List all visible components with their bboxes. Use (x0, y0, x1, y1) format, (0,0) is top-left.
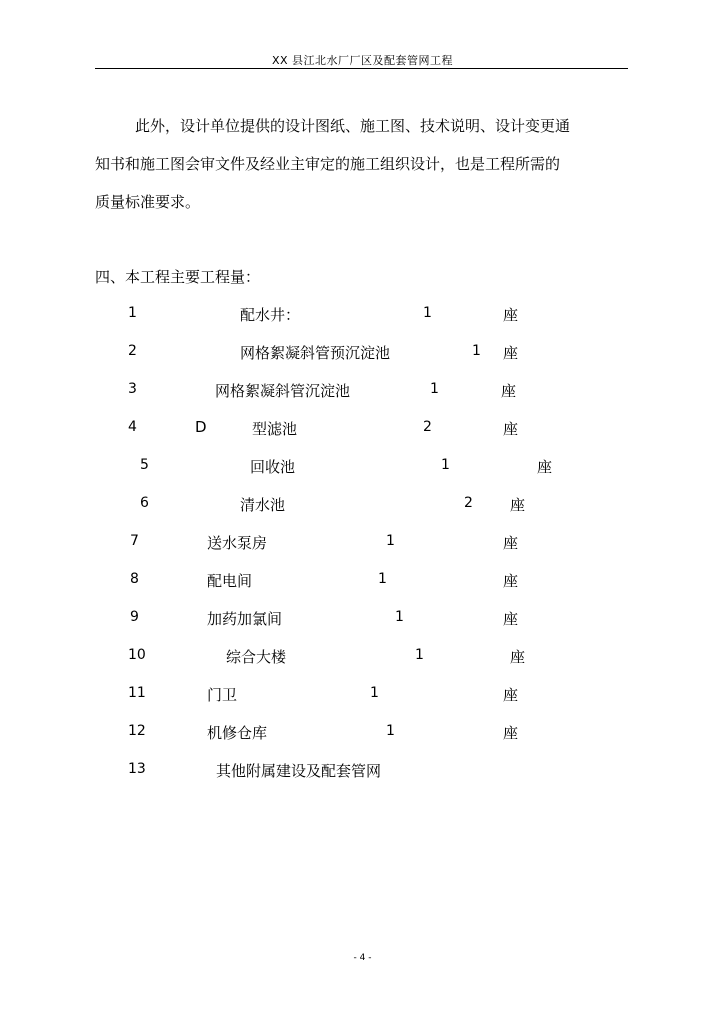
item-qty: 1 (386, 723, 395, 739)
item-unit: 座 (510, 496, 526, 514)
item-index: 6 (140, 495, 149, 511)
item-name: 门卫 (207, 686, 238, 704)
item-qty: 2 (464, 495, 473, 511)
item-qty: 1 (415, 647, 424, 663)
item-unit: 座 (503, 420, 519, 438)
item-name: 清水池 (240, 496, 286, 514)
item-unit: 座 (503, 534, 519, 552)
item-name: 网格絮凝斜管预沉淀池 (240, 344, 391, 362)
item-qty: 1 (370, 685, 379, 701)
item-qty: 2 (423, 419, 432, 435)
section-heading: 四、本工程主要工程量： (95, 268, 261, 286)
paragraph-line-1: 此外，设计单位提供的设计图纸、施工图、技术说明、设计变更通 (135, 117, 571, 135)
item-index: 4 (128, 419, 137, 435)
item-prefix: D (195, 418, 207, 436)
item-unit: 座 (503, 686, 519, 704)
item-unit: 座 (503, 572, 519, 590)
item-qty: 1 (472, 343, 481, 359)
item-index: 2 (128, 343, 137, 359)
paragraph-line-2: 知书和施工图会审文件及经业主审定的施工组织设计，也是工程所需的 (95, 155, 561, 173)
item-index: 10 (128, 647, 146, 663)
item-qty: 1 (423, 305, 432, 321)
item-index: 5 (140, 457, 149, 473)
item-name: 配电间 (207, 572, 253, 590)
item-unit: 座 (503, 610, 519, 628)
page-header: XX 县江北水厂厂区及配套管网工程 (271, 54, 454, 67)
item-name: 网格絮凝斜管沉淀池 (215, 382, 351, 400)
item-name: 型滤池 (252, 420, 298, 438)
item-index: 3 (128, 381, 137, 397)
item-name: 送水泵房 (207, 534, 268, 552)
item-qty: 1 (430, 381, 439, 397)
item-index: 7 (130, 533, 139, 549)
item-unit: 座 (503, 724, 519, 742)
item-qty: 1 (378, 571, 387, 587)
paragraph-line-3: 质量标准要求。 (95, 193, 201, 211)
item-qty: 1 (441, 457, 450, 473)
item-index: 12 (128, 723, 146, 739)
item-name: 回收池 (250, 458, 296, 476)
item-qty: 1 (386, 533, 395, 549)
item-index: 1 (128, 305, 137, 321)
item-unit: 座 (503, 344, 519, 362)
page-number: - 4 - (353, 953, 372, 963)
item-name: 综合大楼 (226, 648, 287, 666)
item-name: 配水井： (240, 306, 301, 324)
item-unit: 座 (501, 382, 517, 400)
item-name: 加药加氯间 (207, 610, 283, 628)
item-index: 11 (128, 685, 146, 701)
item-index: 9 (130, 609, 139, 625)
item-name: 其他附属建设及配套管网 (216, 762, 382, 780)
item-unit: 座 (510, 648, 526, 666)
item-qty: 1 (395, 609, 404, 625)
item-index: 13 (128, 761, 146, 777)
item-unit: 座 (537, 458, 553, 476)
header-divider (95, 68, 628, 69)
item-index: 8 (130, 571, 139, 587)
item-name: 机修仓库 (207, 724, 268, 742)
item-unit: 座 (503, 306, 519, 324)
